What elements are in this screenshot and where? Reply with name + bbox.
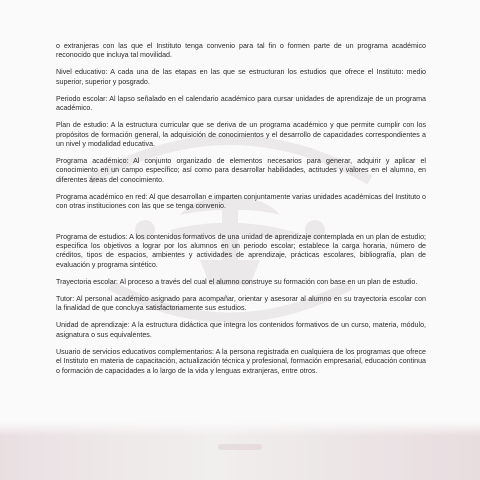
definition-programa-academico: Programa académico: Al conjunto organizado de elementos necesarios para generar, adquirir y aplicar el conocimiento en un campo específico; así como para desarrollar habilidades, actitudes y valores en el alumno, en diferentes áreas del conocimiento. [56,157,426,184]
page-footer-band [0,422,480,480]
definition-trayectoria-escolar: Trayectoria escolar: Al proceso a través del cual el alumno construye su formación con base en un plan de estudio. [56,277,418,286]
definition-usuario-servicios: Usuario de servicios educativos complementarios: A la persona registrada en cualquiera de los programas que ofrece el Instituto en materia de capacitación, actualización técnica y profesional, formación empresarial, educación continua o formación de capacidades a lo largo de la vida y lenguas extranjeras, entre otros. [56,347,426,375]
definition-programa-de-estudios: Programa de estudios: A los contenidos formativos de una unidad de aprendizaje contemplada en un plan de estudio; especifica los objetivos a lograr por los alumnos en un periodo escolar; establece la carga horaria, número de créditos, tipos de espacios, ambientes y actividades de aprendizaje, prácticas escolares, bibliografía, plan de evaluación y programa sintético. [56,232,426,269]
definition-tutor: Tutor: Al personal académico asignado para acompañar, orientar y asesorar al alumno en su trayectoria escolar con la finalidad de que concluya satisfactoriamente sus estudios. [56,294,426,313]
document-body [56,42,426,384]
definition-unidad-de-aprendizaje: Unidad de aprendizaje: A la estructura didáctica que integra los contenidos formativos de un curso, materia, módulo, asignatura o sus equivalentes. [56,321,426,339]
footer-decoration [218,444,262,450]
definition-paragraph: o extranjeras con las que el Instituto tenga convenio para tal fin o formen parte de un programa académico reconocido que incluya tal movilidad. [56,42,426,60]
definition-nivel-educativo: Nivel educativo: A cada una de las etapas en las que se estructuran los estudios que ofrece el Instituto: medio superior, superior y posgrado. [56,68,426,86]
definition-plan-de-estudio: Plan de estudio: A la estructura curricular que se deriva de un programa académico y que permite cumplir con los propósitos de formación general, la adquisición de conocimientos y el desarrollo de capacidades correspondientes a un nivel y modalidad educativa. [56,121,426,149]
definition-periodo-escolar: Periodo escolar: Al lapso señalado en el calendario académico para cursar unidades de aprendizaje de un programa académico. [56,94,426,113]
definition-programa-academico-en-red: Programa académico en red: Al que desarrollan e imparten conjuntamente varias unidades académicas del Instituto o con otras instituciones con las que se tenga convenio. [56,192,426,211]
